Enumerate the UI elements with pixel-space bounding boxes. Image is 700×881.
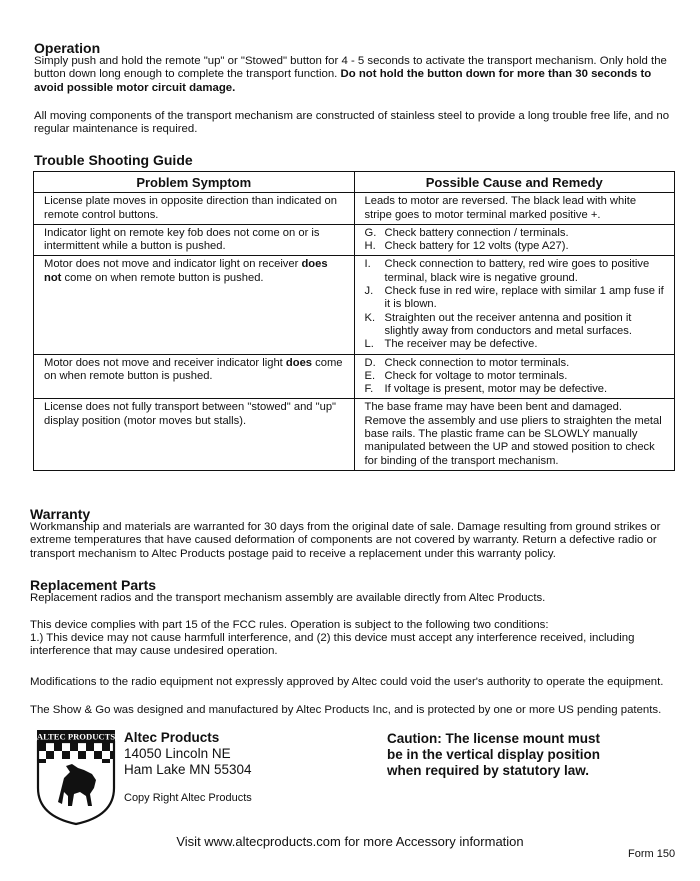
troubleshooting-table <box>33 171 675 471</box>
remedy-letter: D. <box>364 356 376 369</box>
operation-paragraph <box>34 55 684 95</box>
address-line: Ham Lake MN 55304 <box>124 762 252 777</box>
troubleshooting-heading: Trouble Shooting Guide <box>34 152 193 168</box>
table-row <box>34 399 675 470</box>
operation-instructions: Simply push and hold the remote "up" or "Stowed" button for 4 - 5 seconds to activate the transport mechanism. Only hold the button down long enough to complete the transport function. <box>34 55 667 81</box>
remedy-cell <box>354 354 675 399</box>
remedy-text: Check connection to motor terminals. <box>384 356 570 369</box>
remedy-text: If voltage is present, motor may be defective. <box>384 383 608 396</box>
replacement-text: Replacement radios and the transport mechanism assembly are available directly from Altec Products. <box>30 592 546 604</box>
symptom-text: come on when remote button is pushed. <box>61 271 264 284</box>
remedy-item <box>365 285 665 312</box>
symptom-text: Motor does not move and indicator light on receiver <box>44 258 302 271</box>
remedy-item <box>365 370 665 383</box>
operation-warning: Do not hold the button down for more than 30 seconds to avoid possible motor circuit damage. <box>34 68 652 94</box>
address-line: 14050 Lincoln NE <box>124 746 231 761</box>
caution-line: Caution: The license mount must <box>387 731 601 746</box>
remedy-letter: F. <box>364 383 374 396</box>
remedy-letter: I. <box>364 258 371 271</box>
remedy-letter: J. <box>364 285 374 298</box>
remedy-letter: K. <box>364 311 376 324</box>
symptom-cell: Indicator light on remote key fob does not come on or is intermittent while a button is pushed. <box>34 224 355 256</box>
warranty-heading: Warranty <box>30 506 91 522</box>
fcc-statement: This device complies with part 15 of the FCC rules. Operation is subject to the following two conditions: <box>30 619 549 631</box>
symptom-cell: License does not fully transport between "stowed" and "up" display position (motor moves but stalls). <box>34 399 355 470</box>
remedy-item <box>365 357 665 370</box>
table-row <box>34 224 675 256</box>
remedy-item <box>365 383 665 396</box>
remedy-item <box>365 338 665 351</box>
copyright: Copy Right Altec Products <box>124 792 252 804</box>
symptom-emphasis: does <box>285 356 313 369</box>
symptom-cell: License plate moves in opposite direction than indicated on remote control buttons. <box>34 193 355 225</box>
remedy-text: Check fuse in red wire, replace with similar 1 amp fuse if it is blown. <box>384 285 664 311</box>
remedy-letter: E. <box>364 369 376 382</box>
remedy-item <box>365 240 665 253</box>
operation-heading: Operation <box>34 40 101 56</box>
remedy-cell: Leads to motor are reversed. The black lead with white stripe goes to motor terminal marked positive +. <box>354 193 675 225</box>
table-header-row <box>34 172 675 193</box>
patent-notice: The Show & Go was designed and manufactured by Altec Products Inc, and is protected by one or more US pending patents. <box>30 704 662 716</box>
remedy-text: Check connection to battery, red wire goes to positive terminal, black wire is negative ground. <box>384 258 650 284</box>
caution-line: be in the vertical display position <box>387 747 601 762</box>
table-row <box>34 354 675 399</box>
warranty-text: Workmanship and materials are warranted for 30 days from the original date of sale. Damage resulting from ground strikes or extreme temperatures that have caused deformation of components are not covered by warranty. Return a defective radio or transport mechanism to Altec Products postage paid to receive a replacement under this warranty policy. <box>30 521 661 560</box>
caution-line: when required by statutory law. <box>387 763 590 778</box>
header-cause-remedy: Possible Cause and Remedy <box>354 172 675 193</box>
logo-text: ALTEC PRODUCTS <box>36 731 116 742</box>
symptom-text: come on when remote button is pushed. <box>44 356 343 382</box>
symptom-cell <box>34 354 355 399</box>
remedy-text: Straighten out the receiver antenna and position it slightly away from conductors and metal surfaces. <box>384 311 632 337</box>
altec-logo <box>36 730 116 826</box>
table-row <box>34 193 675 225</box>
company-address <box>124 730 252 778</box>
website-line: Visit www.altecproducts.com for more Accessory information <box>176 834 524 849</box>
header-problem-symptom: Problem Symptom <box>34 172 355 193</box>
remedy-cell <box>354 224 675 256</box>
remedy-letter: L. <box>364 338 374 351</box>
symptom-text: Motor does not move and receiver indicator light <box>44 356 286 369</box>
remedy-text: Check battery for 12 volts (type A27). <box>384 240 569 253</box>
remedy-text: Check battery connection / terminals. <box>384 226 569 239</box>
remedy-text: Check for voltage to motor terminals. <box>384 369 568 382</box>
remedy-cell: The base frame may have been bent and damaged. Remove the assembly and use pliers to straighten the metal base rails. The plastic frame can be SLOWLY manually manipulated between the UP and stowed position to check for binding of the transport mechanism. <box>354 399 675 470</box>
maintenance-paragraph: All moving components of the transport mechanism are constructed of stainless steel to provide a long trouble free life, and no regular maintenance is required. <box>34 110 670 136</box>
table-row <box>34 256 675 354</box>
modifications-notice: Modifications to the radio equipment not expressly approved by Altec could void the user's authority to operate the equipment. <box>30 676 664 688</box>
fcc-conditions: 1.) This device may not cause harmfull interference, and (2) this device must accept any interference received, including interference that may cause undesired operation. <box>30 632 635 658</box>
remedy-text: The receiver may be defective. <box>384 338 538 351</box>
company-name: Altec Products <box>124 730 220 745</box>
remedy-cell <box>354 256 675 354</box>
remedy-item <box>365 312 665 339</box>
form-number: Form 150 <box>628 848 676 860</box>
remedy-item <box>365 227 665 240</box>
caution-notice <box>387 731 687 779</box>
symptom-cell <box>34 256 355 354</box>
remedy-letter: H. <box>364 240 376 253</box>
symptom-emphasis: does not <box>44 258 328 284</box>
remedy-item <box>365 258 665 285</box>
remedy-letter: G. <box>364 226 377 239</box>
replacement-heading: Replacement Parts <box>30 577 157 593</box>
